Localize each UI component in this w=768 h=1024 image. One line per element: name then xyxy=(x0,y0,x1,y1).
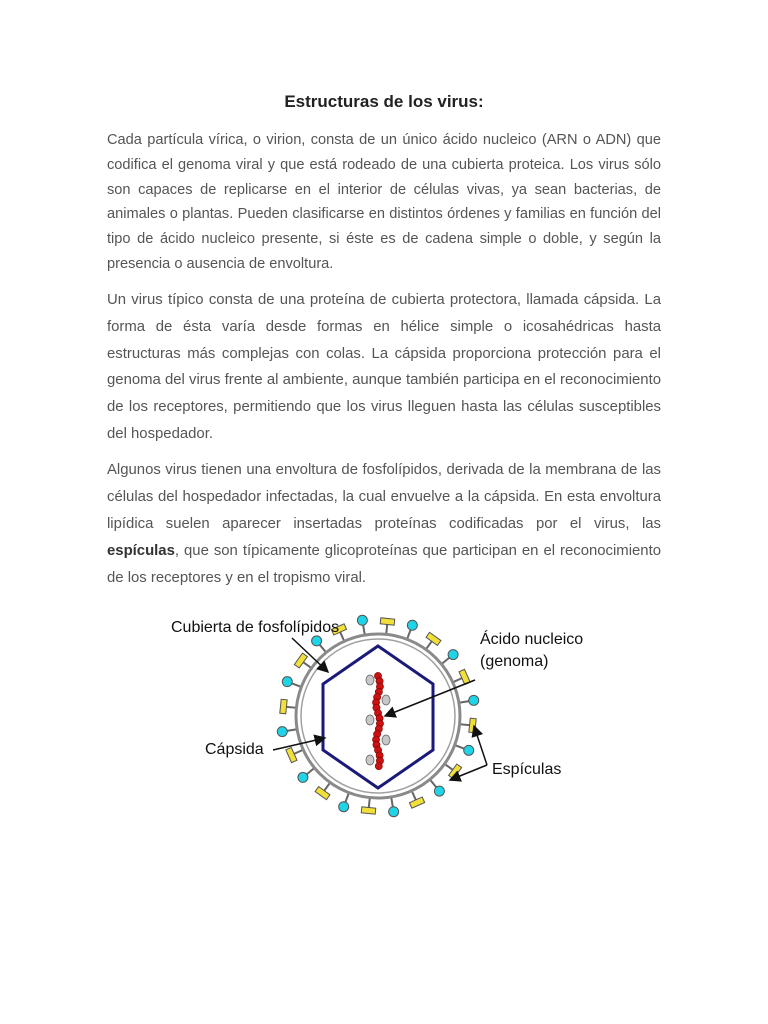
paragraph-3-text-b: , que son típicamente glicoproteínas que participan en el reconocimiento de los receptores y en el tropismo viral. xyxy=(107,543,661,586)
spike-cap-yellow xyxy=(361,807,376,814)
spike-knob-cyan xyxy=(312,636,322,646)
spike-knob-cyan xyxy=(434,786,444,796)
label-genome: (genoma) xyxy=(480,653,549,670)
label-envelope: Cubierta de fosfolípidos xyxy=(171,619,340,636)
spike-arrow-upper xyxy=(474,726,487,765)
spike-cap-yellow xyxy=(380,618,395,625)
spike-stem xyxy=(441,657,450,664)
spike-stem xyxy=(407,629,411,639)
spike-stem xyxy=(455,745,465,749)
spike-knob-cyan xyxy=(448,650,458,660)
spike-knob-cyan xyxy=(339,802,349,812)
spike-stem xyxy=(324,783,330,792)
spike-knob-cyan xyxy=(407,620,417,630)
spike-cap-yellow xyxy=(426,632,441,645)
label-spikes: Espículas xyxy=(492,761,562,778)
genome-protein xyxy=(382,695,390,705)
spike-stem xyxy=(426,641,432,650)
spike-stem xyxy=(291,683,301,687)
spike-stem xyxy=(430,779,437,788)
spike-cap-yellow xyxy=(294,653,307,668)
spike-cap-yellow xyxy=(286,747,297,762)
genome-protein xyxy=(366,675,374,685)
spike-stem xyxy=(459,701,470,703)
spike-cap-yellow xyxy=(409,797,424,808)
label-nucleic-acid: Ácido nucleico xyxy=(480,631,584,648)
virus-structure-diagram xyxy=(160,608,620,818)
label-capsid: Cápsida xyxy=(205,741,264,758)
spike-stem xyxy=(319,644,326,653)
page-title: Estructuras de los virus: xyxy=(284,92,484,111)
spike-knob-cyan xyxy=(282,677,292,687)
paragraph-3 xyxy=(107,457,661,592)
spike-stem xyxy=(363,624,365,635)
spike-stem xyxy=(453,678,463,683)
spike-cap-yellow xyxy=(280,699,287,714)
spike-stem xyxy=(303,662,312,668)
genome-protein xyxy=(382,735,390,745)
genome-protein xyxy=(366,715,374,725)
spike-stem xyxy=(445,764,454,770)
spike-stem xyxy=(412,791,417,801)
spike-knob-cyan xyxy=(357,615,367,625)
spike-stem xyxy=(285,707,296,708)
spike-stem xyxy=(391,797,393,808)
paragraph-3-bold-term: espículas xyxy=(107,543,175,559)
spike-cap-yellow xyxy=(315,787,330,800)
spike-stem xyxy=(460,724,471,725)
paragraph-3-text-a: Algunos virus tienen una envoltura de fosfolípidos, derivada de la membrana de las células del hospedador infectadas, la cual envuelve a la cápsida. En esta envoltura lipídica suelen aparecer insertadas proteínas codificadas por el virus, las xyxy=(107,462,661,532)
genome-protein xyxy=(366,755,374,765)
spike-knob-cyan xyxy=(464,745,474,755)
spike-stem xyxy=(386,623,387,634)
genome-bead xyxy=(375,763,382,770)
spike-knob-cyan xyxy=(389,807,399,817)
spike-knob-cyan xyxy=(277,727,287,737)
paragraph-2: Un virus típico consta de una proteína de cubierta protectora, llamada cápsida. La forma de ésta varía desde formas en hélice simple o icosahédricas hasta estructuras más complejas con colas. La cápsida proporciona protección para el genoma del virus frente al ambiente, aunque también participa en el reconocimiento de los receptores, permitiendo que los virus lleguen hasta las células susceptibles del hospedador. xyxy=(107,292,661,442)
spike-stem xyxy=(340,631,345,641)
spike-stem xyxy=(286,729,297,731)
spike-knob-cyan xyxy=(298,772,308,782)
paragraph-1: Cada partícula vírica, o virion, consta de un único ácido nucleico (ARN o ADN) que codifica el genoma viral y que está rodeado de una cubierta proteica. Los virus sólo son capaces de replicarse en el interior de células vivas, ya sean bacterias, de animales o plantas. Pueden clasificarse en distintos órdenes y familias en función del tipo de ácido nucleico presente, si éste es de cadena simple o doble, y según la presencia o ausencia de envoltura. xyxy=(107,132,661,272)
spike-stem xyxy=(345,793,349,803)
spike-stem xyxy=(369,798,370,809)
spike-knob-cyan xyxy=(469,695,479,705)
spike-stem xyxy=(293,750,303,755)
spike-stem xyxy=(306,768,315,775)
